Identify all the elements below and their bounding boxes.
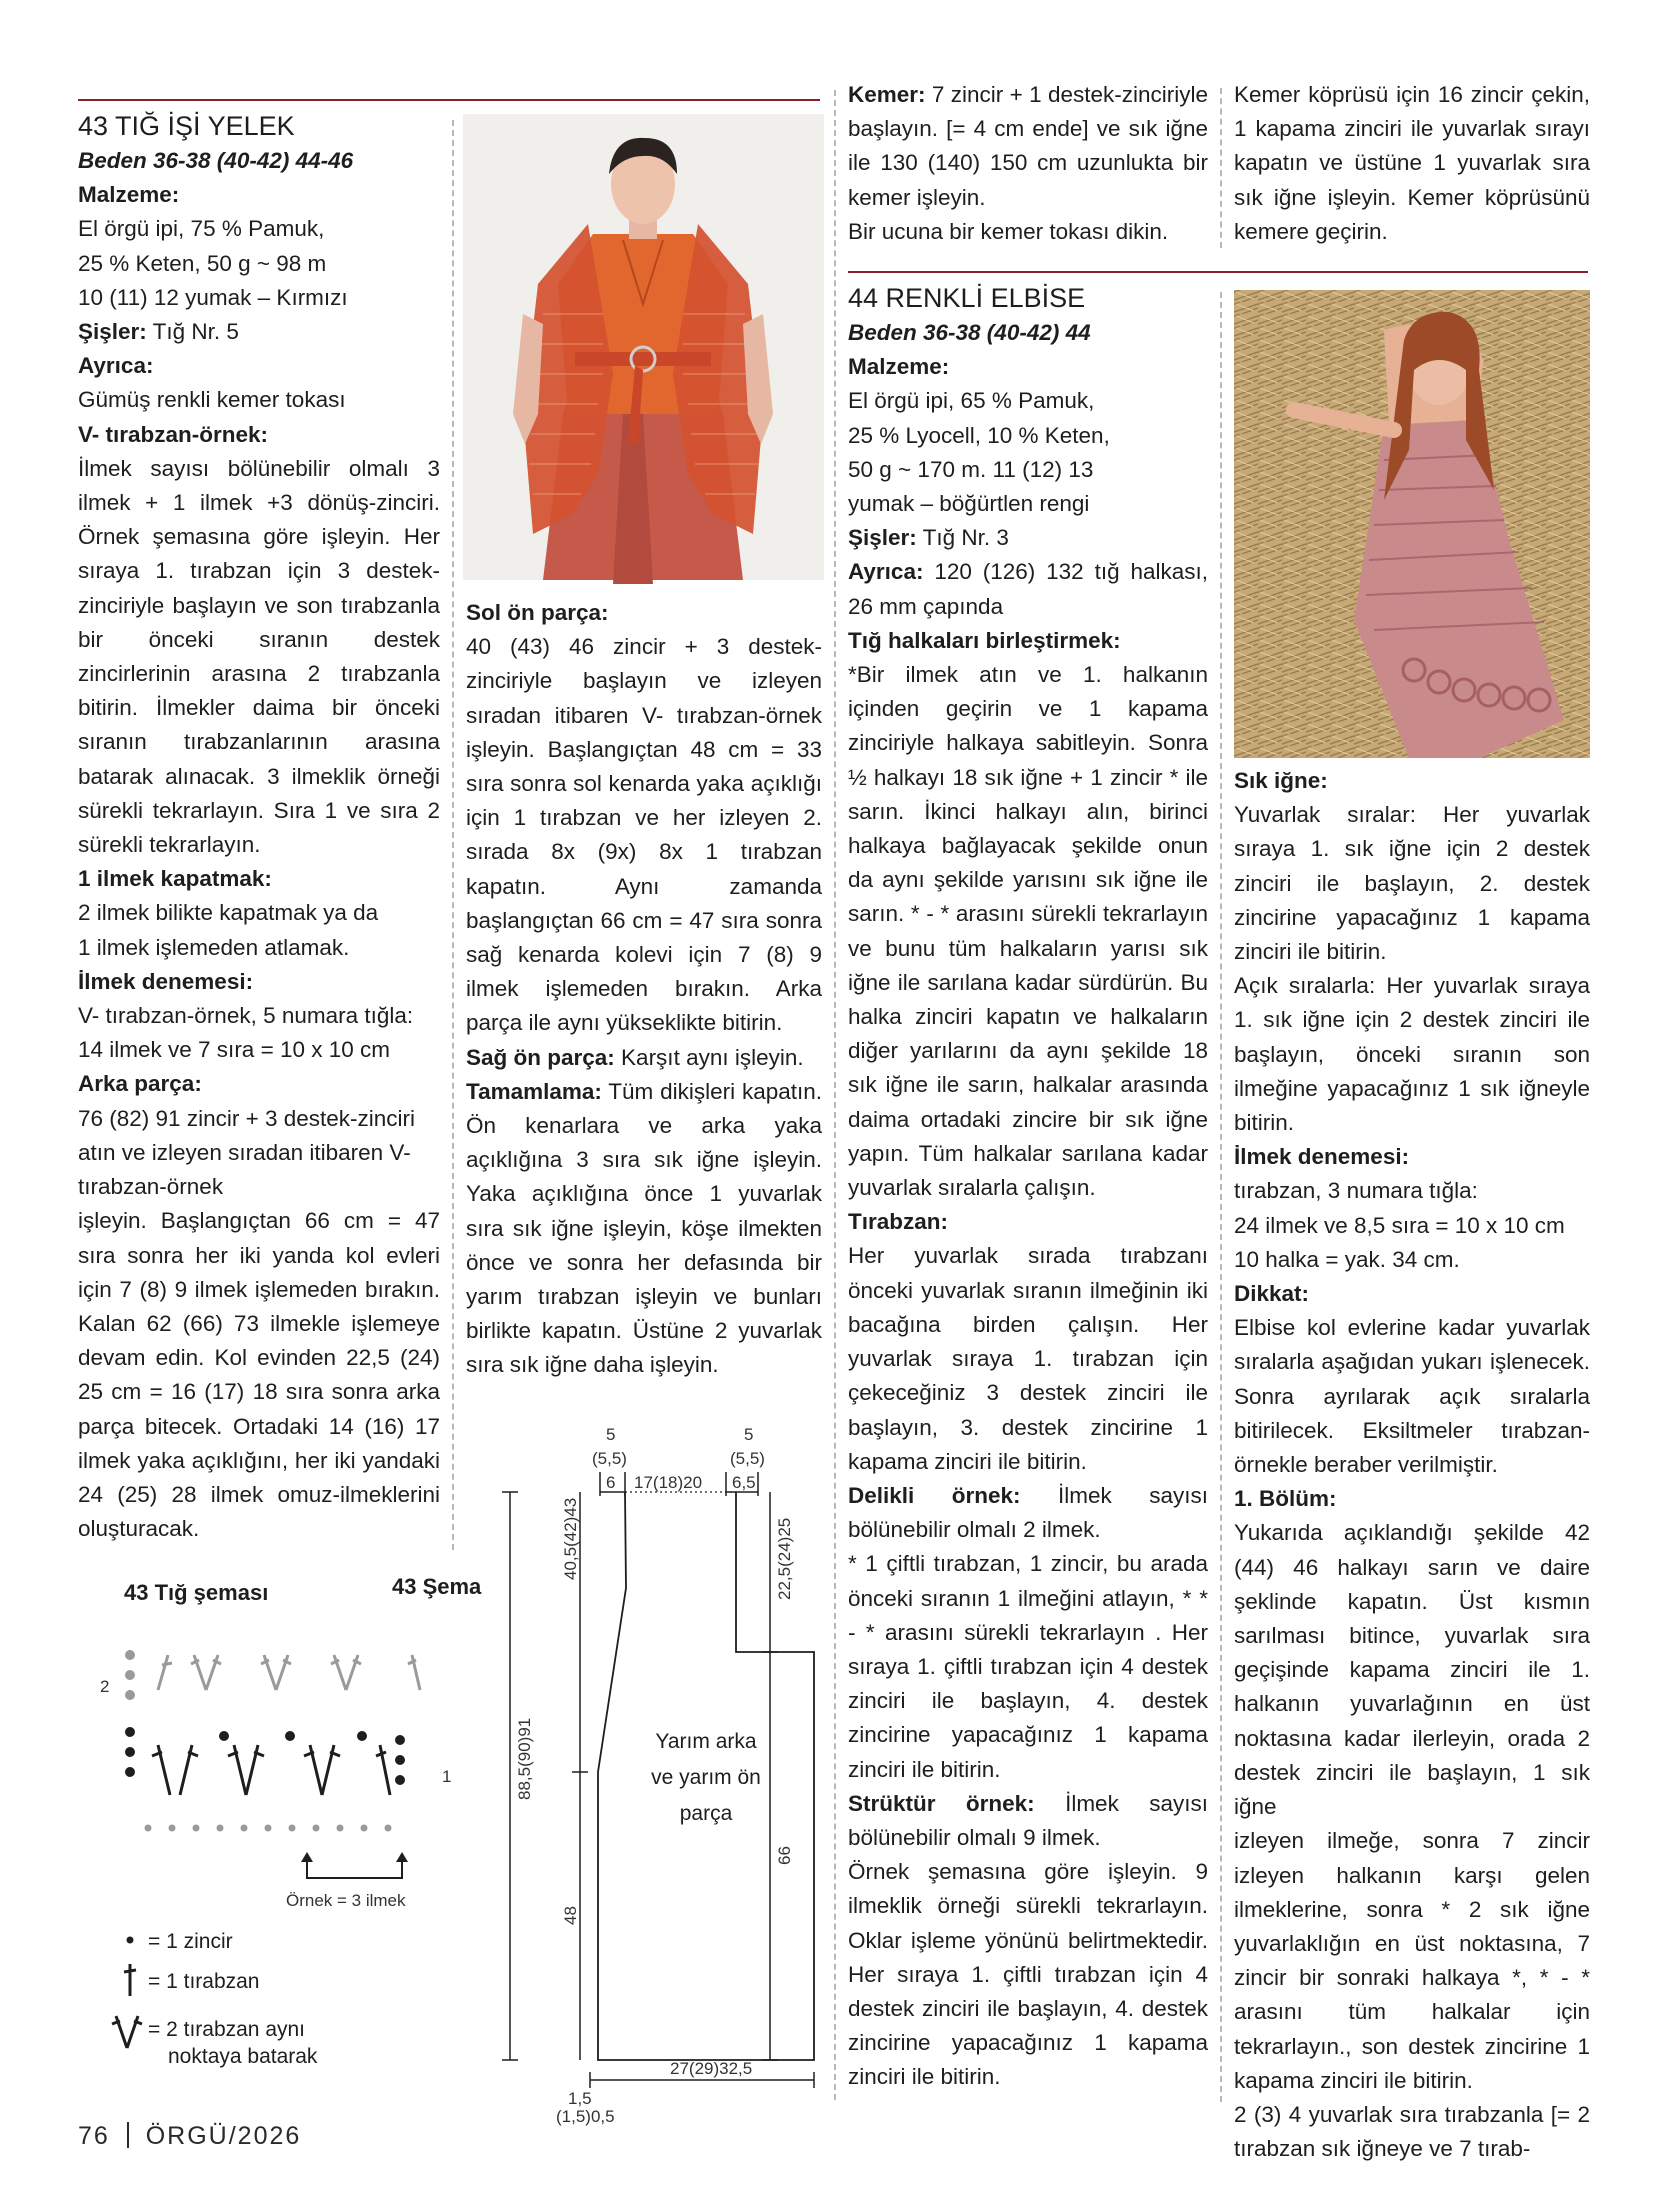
double-treble-symbol-icon xyxy=(112,2016,142,2048)
extra-heading-44: Ayrıca: xyxy=(848,559,924,585)
dim-armhole-depth: 40,5(42)43 xyxy=(561,1497,580,1580)
gauge-line: V- tırabzan-örnek, 5 numara tığla: xyxy=(78,1003,414,1029)
back-line: tırabzan-örnek xyxy=(78,1174,224,1200)
right-front-para xyxy=(466,1041,822,1075)
needles-line-44 xyxy=(848,521,1208,555)
dim-top-left-3: 6 xyxy=(606,1473,616,1492)
materials-line-44: 25 % Lyocell, 10 % Keten, xyxy=(848,422,1110,448)
column-1 xyxy=(78,108,440,1546)
section-rule-43 xyxy=(78,99,820,101)
column-4-lower xyxy=(1234,764,1590,2166)
needles-line xyxy=(78,315,440,349)
materials-line: El örgü ipi, 75 % Pamuk, xyxy=(78,216,325,242)
needles-text: Tığ Nr. 5 xyxy=(146,319,239,345)
extra-heading: Ayrıca: xyxy=(78,353,154,379)
belt-heading: Kemer: xyxy=(848,82,926,107)
schematic-label-1: Yarım arka xyxy=(655,1730,757,1753)
treble-text: Her yuvarlak sırada tırabzanı önceki yuvarlak sıranın ilmeğinin iki bacağına birden çalışın. Her yuvarlak sıraya 1. tırabzan için çekeceğiniz 3 destek zinciri ile başlayın, 3. destek zincirine 1 kapama zinciri ile bitirin. xyxy=(848,1243,1208,1474)
sc-open-text: Açık sıralarla: Her yuvarlak sıraya 1. sık iğne için 2 destek zinciri ile başlayın, önceki sıranın son ilmeğine yapacağınız 1 sık iğneyle bitirin. xyxy=(1234,973,1590,1136)
dim-bottom-left-2: (1,5)0,5 xyxy=(556,2107,615,2126)
column-divider-3 xyxy=(1220,88,1222,248)
holes-heading: Delikli örnek: xyxy=(848,1482,1021,1508)
dim-top-mid: 17(18)20 xyxy=(634,1473,703,1492)
legend-double-treble-2: noktaya batarak xyxy=(168,2045,318,2068)
gauge-line-44: 10 halka = yak. 34 cm. xyxy=(1234,1246,1460,1272)
row-number-1: 1 xyxy=(442,1767,452,1786)
chart-row-1 xyxy=(127,1729,404,1796)
materials-heading-44: Malzeme: xyxy=(848,354,950,380)
decrease-heading: 1 ilmek kapatmak: xyxy=(78,866,272,892)
note-heading: Dikkat: xyxy=(1234,1281,1310,1307)
magazine-name: ÖRGÜ/2026 xyxy=(145,2122,302,2150)
column-divider-1 xyxy=(452,120,454,1550)
rings-heading: Tığ halkaları birleştirmek: xyxy=(848,627,1121,653)
rings-text: *Bir ilmek atın ve 1. halkanın içinden geçirin ve 1 kapama zinciriyle halkaya sabitleyin. Sonra ½ halkayı 18 sık iğne + 1 zincir * ile sarın. İkinci halkayı alın, birinci halkaya bağlayacak şekilde onun da aynı şekilde yarısını sık iğne ile sarın. * - * arasını sürekli tekrarlayın ve bunu tüm halkaların yarısı sık iğne ile sarılana kadar sürdürün. Bu halka zinciri kapatın ve halkaların diğer yarılarını da aynı şekilde 18 sık iğne ile sarın, halkalar arasında daima ortadaki zincire bir sık iğne yapın. Tüm halkalar sarılana kadar yuvarlak sıralarla çalışın. xyxy=(848,662,1208,1201)
pattern-heading: V- tırabzan-örnek: xyxy=(78,421,269,447)
part-1-text-2: izleyen ilmeğe, sonra 7 zincir izleyen halkanın karşı gelen ilmeklerine, sonra * 2 sık iğne yuvarlaklığın en üst noktasına, 7 zincir bir sonraki halkaya *, * - * arasını tüm halkalar için tekrarlayın., son destek zincirine 1 kapama zinciri ile bitirin. xyxy=(1234,1828,1590,2093)
chart-row-2 xyxy=(127,1652,421,1699)
right-front-text: Karşıt aynı işleyin. xyxy=(614,1044,804,1070)
holes-text: İlmek sayısı bölünebilir olmalı 2 ilmek. xyxy=(848,1482,1209,1543)
page-number: 76 xyxy=(78,2122,110,2150)
holes-text-2: * 1 çiftli tırabzan, 1 zincir, bu arada önceki sıranın 1 ilmeğini atlayın, * * - * arasını sürekli tekrarlayın . Her sıraya 1. çiftli tırabzan için 4 destek zinciri ile başlayın, 4. destek zincirine yapacağınız 1 kapama zinciri ile bitirin. xyxy=(848,1551,1208,1782)
page-footer xyxy=(78,2122,301,2151)
dim-top-right-1: 5 xyxy=(744,1425,754,1444)
materials-heading: Malzeme: xyxy=(78,182,180,208)
column-divider-4 xyxy=(1220,292,1222,2102)
left-front-text: 40 (43) 46 zincir + 3 destek-zinciriyle başlayın ve izleyen sıradan itibaren V- tırabzan-örnek işleyin. Başlangıçtan 48 cm = 33 sıra sonra sol kenarda yaka açıklığı için 1 tırabzan ve her izleyen 2. sırada 8x (9x) 8x 1 tırabzan kapatın. Aynı zamanda başlangıçtan 66 cm = 47 sıra sonra sağ kenarda kolevi için 7 (8) 9 ilmek işlemeden bırakın. Arka parça ile aynı yükseklikte bitirin. xyxy=(466,634,822,1036)
dim-top-right-2: (5,5) xyxy=(730,1449,765,1468)
extra-para-44 xyxy=(848,555,1208,623)
crochet-chart-title: 43 Tığ şeması xyxy=(124,1580,269,1605)
column-3 xyxy=(848,78,1208,249)
legend-treble: = 1 tırabzan xyxy=(148,1970,260,1993)
legend-double-treble-1: = 2 tırabzan aynı xyxy=(148,2018,306,2041)
column-4 xyxy=(1234,78,1590,249)
finishing-text: Tüm dikişleri kapatın. Ön kenarlara ve arka yaka açıklığına 3 sıra sık iğne işleyin. Yaka açıklığına önce 1 yuvarlak sıra sık iğne işleyin, köşe ilmekten önce ve sonra her defasında bir yarım tırabzan işleyin ve bunları birlikte kapatın. Üstüne 2 yuvarlak sıra sık iğne daha işleyin. xyxy=(466,1078,822,1378)
dim-top-left-1: 5 xyxy=(606,1425,616,1444)
belt-text-2: Bir ucuna bir kemer tokası dikin. xyxy=(848,218,1169,244)
pattern-43-title: 43 TIĞ İŞİ YELEK xyxy=(78,111,295,141)
gauge-line-44: tırabzan, 3 numara tığla: xyxy=(1234,1178,1478,1204)
column-3-lower xyxy=(848,280,1208,2095)
extra-text: Gümüş renkli kemer tokası xyxy=(78,387,346,413)
finishing-para xyxy=(466,1075,822,1383)
dim-right-armhole: 22,5(24)25 xyxy=(775,1517,794,1600)
footer-separator xyxy=(127,2122,129,2148)
part-1-heading: 1. Bölüm: xyxy=(1234,1486,1337,1512)
back-text: işleyin. Başlangıçtan 66 cm = 47 sıra sonra her iki yanda kol evleri için 7 (8) 9 ilmek işlemeden bırakın. Kalan 62 (66) 73 ilmekle işlemeye devam edin. Kol evinden 22,5 (24) 25 cm = 16 (17) 18 sıra sonra arka parça bitecek. Ortadaki 14 (16) 17 ilmek yaka açıklığını, her iki yandaki 24 (25) 28 ilmek omuz-ilmeklerini oluşturacak. xyxy=(78,1208,440,1542)
column-2 xyxy=(466,596,822,1383)
note-text: Elbise kol evlerine kadar yuvarlak sıralarla aşağıdan yukarı işlenecek. Sonra ayrılarak açık sıralarla bitirilecek. Eksiltmeler tırabzan-örnekle beraber verilmiştir. xyxy=(1234,1315,1590,1478)
needles-text-44: Tığ Nr. 3 xyxy=(916,525,1009,551)
gauge-line: 14 ilmek ve 7 sıra = 10 x 10 cm xyxy=(78,1037,391,1063)
schematic-label-3: parça xyxy=(679,1802,733,1825)
part-1-text-3: 2 (3) 4 yuvarlak sıra tırabzanla [= 2 tırabzan sık iğneye ve 7 tırab- xyxy=(1234,2101,1590,2162)
treble-heading: Tırabzan: xyxy=(848,1209,949,1235)
sc-heading: Sık iğne: xyxy=(1234,768,1328,793)
back-line: atın ve izleyen sıradan itibaren V- xyxy=(78,1139,411,1165)
belt-loop-text: Kemer köprüsü için 16 zincir çekin, 1 kapama zinciri ile yuvarlak sırayı kapatın ve üstüne 1 yuvarlak sıra sık iğne işleyin. Kemer köprüsünü kemere geçirin. xyxy=(1234,82,1590,244)
dim-top-left-2: (5,5) xyxy=(592,1449,627,1468)
row-number-2: 2 xyxy=(100,1677,110,1696)
decrease-line: 1 ilmek işlemeden atlamak. xyxy=(78,934,350,960)
materials-line: 10 (11) 12 yumak – Kırmızı xyxy=(78,284,348,310)
dim-bottom-width: 27(29)32,5 xyxy=(670,2059,753,2078)
chain-symbol-icon xyxy=(127,1937,134,1944)
pattern-43-size: Beden 36-38 (40-42) 44-46 xyxy=(78,148,354,173)
finishing-heading: Tamamlama: xyxy=(466,1078,602,1104)
belt-para xyxy=(848,78,1208,215)
vest-model-photo xyxy=(463,114,824,580)
repeat-label: Örnek = 3 ilmek xyxy=(286,1891,406,1910)
garment-schematic xyxy=(380,1410,840,2126)
needles-heading-44: Şişler: xyxy=(848,525,917,551)
structure-heading: Strüktür örnek: xyxy=(848,1790,1035,1816)
section-rule-44 xyxy=(848,271,1588,273)
sc-rounds-text: Yuvarlak sıralar: Her yuvarlak sıraya 1. sık iğne için 2 destek zinciri ile başlayın, 2. destek zincirine yapacağınız 1 kapama zinciri ile bitirin. xyxy=(1234,802,1590,965)
gauge-heading-44: İlmek denemesi: xyxy=(1234,1144,1410,1170)
materials-line-44: 50 g ~ 170 m. 11 (12) 13 xyxy=(848,456,1094,482)
schematic-label-2: ve yarım ön xyxy=(651,1766,761,1789)
structure-para xyxy=(848,1787,1208,1855)
gauge-heading: İlmek denemesi: xyxy=(78,968,254,994)
pattern-text: İlmek sayısı bölünebilir olmalı 3 ilmek + 1 ilmek +3 dönüş-zinciri. Örnek şemasına göre işleyin. Her sıraya 1. tırabzan için 3 destek-zinciriyle başlayın ve son tırabzanla bir önceki sıranın destek zincirlerinin arasına 2 tırabzanla bitirin. İlmekler daima bir önceki sıranın tırabzanlarının arasına batarak alınacak. 3 ilmeklik örneği sürekli tekrarlayın. Sıra 1 ve sıra 2 sürekli tekrarlayın. xyxy=(78,455,440,858)
extra-text-44: 120 (126) 132 tığ halkası, 26 mm çapında xyxy=(848,559,1208,619)
dim-top-right-3: 6,5 xyxy=(732,1473,756,1492)
foundation-chain xyxy=(145,1825,392,1832)
structure-text-2: Örnek şemasına göre işleyin. 9 ilmeklik örneği sürekli tekrarlayın. Oklar işleme yönünü belirtmektedir. Her sıraya 1. çiftli tırabzan için 4 destek zinciri ile başlayın, 4. destek zincirine yapacağınız 1 kapama zinciri ile bitirin. xyxy=(848,1859,1208,2090)
dim-bottom-left-1: 1,5 xyxy=(568,2089,592,2108)
belt-text: 7 zincir + 1 destek-zinciriyle başlayın. [= 4 cm ende] ve sık iğne ile 130 (140) 150 cm uzunlukta bir kemer işleyin. xyxy=(848,82,1208,210)
materials-line-44: El örgü ipi, 65 % Pamuk, xyxy=(848,388,1095,414)
schematic-title: 43 Şema xyxy=(392,1574,482,1599)
back-heading: Arka parça: xyxy=(78,1071,202,1097)
pattern-44-size: Beden 36-38 (40-42) 44 xyxy=(848,320,1091,345)
left-front-heading: Sol ön parça: xyxy=(466,600,609,625)
needles-heading: Şişler: xyxy=(78,319,147,345)
materials-line: 25 % Keten, 50 g ~ 98 m xyxy=(78,250,327,276)
dim-48: 48 xyxy=(561,1906,580,1925)
back-line: 76 (82) 91 zincir + 3 destek-zinciri xyxy=(78,1105,416,1131)
dim-total-height: 88,5(90)91 xyxy=(515,1717,534,1800)
dim-66: 66 xyxy=(775,1846,794,1865)
structure-text: İlmek sayısı bölünebilir olmalı 9 ilmek. xyxy=(848,1790,1208,1850)
arrow-up-icon xyxy=(301,1852,313,1862)
pattern-44-title: 44 RENKLİ ELBİSE xyxy=(848,283,1086,313)
legend-chain: = 1 zincir xyxy=(148,1930,233,1953)
part-1-text: Yukarıda açıklandığı şekilde 42 (44) 46 halkayı sarın ve daire şeklinde kapatın. Üst kısmın sarılması bitince, yuvarlak sıra geçişinde kapama zinciri ile 1. halkanın yuvarlağının en üst noktasına kadar ilerleyin, orada 2 destek zinciri ile başlayın, 1 sık iğne xyxy=(1234,1520,1590,1820)
holes-para xyxy=(848,1479,1208,1547)
materials-line-44: yumak – böğürtlen rengi xyxy=(848,491,1090,517)
treble-symbol-icon xyxy=(124,1964,136,1996)
gauge-line-44: 24 ilmek ve 8,5 sıra = 10 x 10 cm xyxy=(1234,1212,1565,1238)
dress-model-photo xyxy=(1234,290,1590,758)
right-front-heading: Sağ ön parça: xyxy=(466,1044,615,1070)
decrease-line: 2 ilmek bilikte kapatmak ya da xyxy=(78,900,379,926)
